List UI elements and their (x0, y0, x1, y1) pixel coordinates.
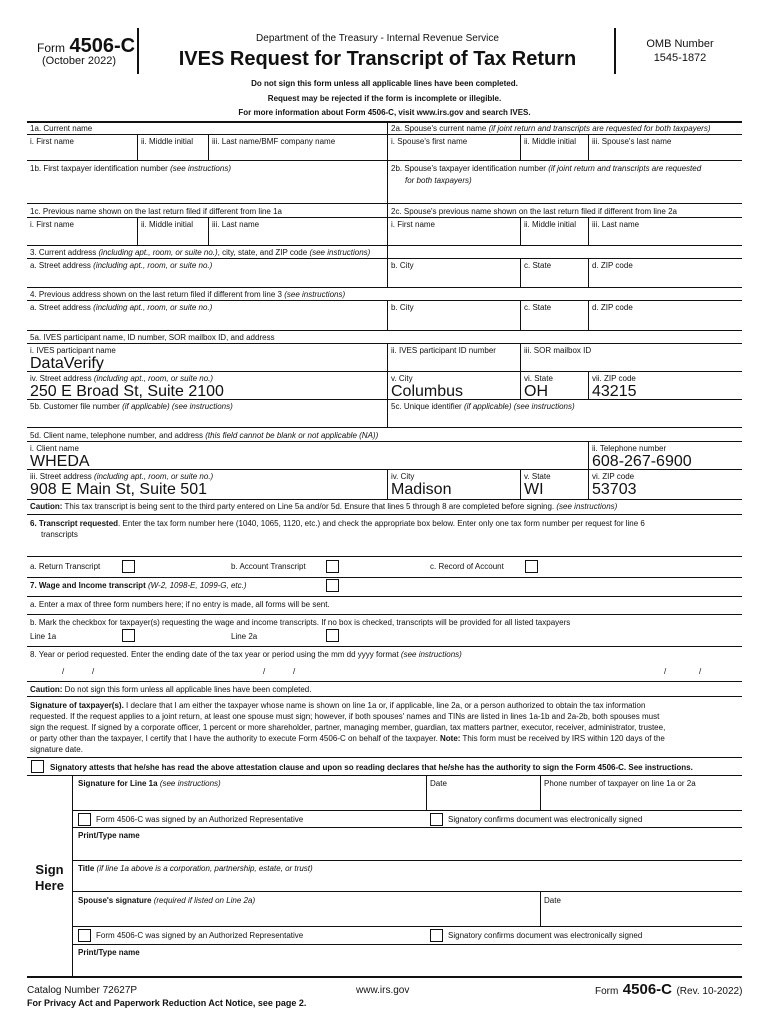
line-5d-state-label: v. State (524, 472, 551, 481)
line-2c-last-label: iii. Last name (592, 220, 640, 229)
ives-zip[interactable]: 43215 (592, 383, 637, 400)
line-7-line2a-label: Line 2a (231, 632, 258, 641)
line-1c-label: 1c. Previous name shown on the last return filed if different from line 1a (30, 207, 282, 216)
omb-number: 1545-1872 (653, 52, 707, 64)
line-2a-label: 2a. Spouse's current name (if joint return and transcripts are requested for both taxpayers) (391, 124, 711, 133)
line-1a-last-label: iii. Last name/BMF company name (212, 137, 336, 146)
electronic-sign-label: Signatory confirms document was electronically signed (448, 815, 643, 824)
tax-form-number-field[interactable] (28, 541, 741, 555)
line-5d-name-label: i. Client name (30, 444, 79, 453)
phone-number-field[interactable] (542, 790, 741, 809)
year-period-field-3[interactable] (640, 664, 730, 679)
auth-rep-label-2: Form 4506-C was signed by an Authorized Representative (96, 931, 304, 940)
date-slash: / (664, 667, 667, 676)
line-5d-city-label: iv. City (391, 472, 415, 481)
return-transcript-checkbox[interactable] (122, 560, 135, 573)
line-2c-first-field[interactable] (389, 231, 519, 244)
signature-line-1a-field[interactable] (74, 790, 425, 809)
print-name-field[interactable] (74, 842, 741, 859)
line-6-text2: transcripts (41, 530, 78, 539)
line-3-street-field[interactable] (28, 272, 386, 286)
signature-declaration-2: requested. If the request applies to a joint return, at least one spouse must sign; however, if both spouses' names and TINs are listed in lines 1a-1b and 2a-2b, both spouses must (30, 712, 660, 721)
line-5a-zip-label: vii. ZIP code (592, 374, 636, 383)
line-5a-label: 5a. IVES participant name, ID number, SOR mailbox ID, and address (30, 333, 275, 342)
date-slash: / (263, 667, 266, 676)
record-of-account-checkbox[interactable] (525, 560, 538, 573)
here-word: Here (35, 878, 64, 893)
line-4-street-label: a. Street address (including apt., room, or suite no.) (30, 303, 213, 312)
privacy-notice: For Privacy Act and Paperwork Reduction Act Notice, see page 2. (27, 998, 307, 1008)
omb-label: OMB Number (646, 38, 714, 50)
footer-form-number: Form 4506-C (Rev. 10-2022) (595, 981, 743, 998)
line-3-street-label: a. Street address (including apt., room, or suite no.) (30, 261, 213, 270)
spouse-signature-label: Spouse's signature (required if listed on Line 2a) (78, 896, 256, 905)
ives-city[interactable]: Columbus (391, 383, 464, 400)
line-1b-label: 1b. First taxpayer identification number (see instructions) (30, 164, 231, 173)
client-street-address[interactable]: 908 E Main St, Suite 501 (30, 481, 207, 498)
line-1c-first-label: i. First name (30, 220, 75, 229)
line-4-state-label: c. State (524, 303, 552, 312)
line-1a-middle-field[interactable] (139, 147, 207, 159)
attest-checkbox[interactable] (31, 760, 44, 773)
title-label: Title (if line 1a above is a corporation, partnership, estate, or trust) (78, 864, 313, 873)
print-name-label: Print/Type name (78, 831, 140, 840)
sig-phone-label: Phone number of taxpayer on line 1a or 2a (544, 779, 696, 788)
form-title: IVES Request for Transcript of Tax Return (178, 48, 577, 70)
year-period-field-1[interactable] (40, 664, 130, 679)
line-5a-street-label: iv. Street address (including apt., room, or suite no.) (30, 374, 214, 383)
caution-signing: Caution: Do not sign this form unless all applicable lines have been completed. (30, 685, 312, 694)
print-name-field-2[interactable] (74, 959, 741, 975)
line-6-label: 6. Transcript requested. Enter the tax form number here (1040, 1065, 1120, etc.) and check the appropriate box below. Enter only one tax form number per request for line 6 (30, 519, 645, 528)
line-2a-wage-checkbox[interactable] (326, 629, 339, 642)
unique-identifier-field[interactable] (389, 412, 741, 426)
line-2a-first-label: i. Spouse's first name (391, 137, 468, 146)
client-city[interactable]: Madison (391, 481, 452, 498)
signature-declaration-4: or party other than the taxpayer, I certify that I have the authority to execute Form 4506-C on behalf of the taxpayer. Note: This form must be received by IRS within 120 days of the (30, 734, 665, 743)
line-2a-middle-field[interactable] (522, 147, 587, 159)
ives-participant-name[interactable]: DataVerify (30, 355, 104, 372)
line-1a-first-field[interactable] (28, 147, 136, 159)
client-phone[interactable]: 608-267-6900 (592, 453, 692, 470)
line-1a-wage-checkbox[interactable] (122, 629, 135, 642)
line-1c-first-field[interactable] (28, 231, 136, 244)
line-5b-label: 5b. Customer file number (if applicable) (see instructions) (30, 402, 233, 411)
department: Department of the Treasury - Internal Revenue Service (256, 33, 499, 44)
line-5d-label: 5d. Client name, telephone number, and address (this field cannot be blank or not applicable (NA)) (30, 431, 379, 440)
sign-word: Sign (35, 862, 64, 877)
spouse-date-field[interactable] (542, 907, 741, 925)
line-1a-middle-label: ii. Middle initial (141, 137, 194, 146)
line-7-label: 7. Wage and Income transcript (W-2, 1098-E, 1099-G, etc.) (30, 581, 247, 590)
line-5a-sor-label: iii. SOR mailbox ID (524, 346, 592, 355)
irs-website[interactable]: www.irs.gov (356, 985, 410, 996)
line-2a-last-field[interactable] (590, 147, 741, 159)
line-7-line1a-label: Line 1a (30, 632, 57, 641)
line-4-street-field[interactable] (28, 314, 386, 329)
line-1c-middle-label: ii. Middle initial (141, 220, 194, 229)
client-name[interactable]: WHEDA (30, 453, 90, 470)
line-1a-last-field[interactable] (210, 147, 386, 159)
notice-2: Request may be rejected if the form is incomplete or illegible. (267, 94, 502, 103)
line-2b-label: 2b. Spouse's taxpayer identification number (if joint return and transcripts are requested (391, 164, 702, 173)
title-field[interactable] (74, 875, 741, 890)
ives-street-address[interactable]: 250 E Broad St, Suite 2100 (30, 383, 224, 400)
line-2b-note: for both taxpayers) (405, 176, 472, 185)
line-2c-first-label: i. First name (391, 220, 436, 229)
form-date: (October 2022) (42, 55, 116, 67)
customer-file-number-field[interactable] (28, 412, 386, 426)
line-2a-last-label: iii. Spouse's last name (592, 137, 672, 146)
attest-text: Signatory attests that he/she has read the above attestation clause and upon so reading declares that he/she has the authority to sign the Form 4506-C. See instructions. (50, 763, 693, 772)
record-of-account-label: c. Record of Account (430, 562, 504, 571)
client-state[interactable]: WI (524, 481, 544, 498)
line-3-city-label: b. City (391, 261, 414, 270)
signature-declaration: Signature of taxpayer(s). I declare that I am either the taxpayer whose name is shown on line 1a or, if applicable, line 2a, or a person authorized to obtain the tax information (30, 701, 646, 710)
notice-1: Do not sign this form unless all applicable lines have been completed. (251, 79, 518, 88)
notice-3: For more information about Form 4506-C, visit www.irs.gov and search IVES. (238, 108, 531, 117)
auth-rep-checkbox-2[interactable] (78, 929, 91, 942)
line-4-city-label: b. City (391, 303, 414, 312)
line-3-zip-label: d. ZIP code (592, 261, 633, 270)
line-5a-id-label: ii. IVES participant ID number (391, 346, 496, 355)
caution-transcript: Caution: This tax transcript is being sent to the third party entered on Line 5a and/or 5d. Ensure that lines 5 through 8 are completed before signing. (see instructions) (30, 502, 618, 511)
auth-rep-checkbox[interactable] (78, 813, 91, 826)
account-transcript-label: b. Account Transcript (231, 562, 306, 571)
line-2a-first-field[interactable] (389, 147, 519, 159)
line-8-label: 8. Year or period requested. Enter the ending date of the tax year or period using the mm dd yyyy format (see instructions) (30, 650, 462, 659)
print-name-label-2: Print/Type name (78, 948, 140, 957)
signature-declaration-3: sign the request. If signed by a corporate officer, 1 percent or more shareholder, partner, managing member, guardian, tax matters partner, executor, receiver, administrator, trustee, (30, 723, 666, 732)
spouse-signature-field[interactable] (74, 907, 539, 925)
line-2b-field[interactable] (389, 188, 741, 202)
date-slash: / (92, 667, 95, 676)
line-5a-state-label: vi. State (524, 374, 553, 383)
return-transcript-label: a. Return Transcript (30, 562, 101, 571)
line-3-city-field[interactable] (389, 272, 519, 286)
sig-date-label: Date (430, 779, 447, 788)
line-2c-middle-label: ii. Middle initial (524, 220, 577, 229)
line-7a-label: a. Enter a max of three form numbers here; if no entry is made, all forms will be sent. (30, 600, 330, 609)
line-5a-name-label: i. IVES participant name (30, 346, 116, 355)
form-number: Form 4506-C (37, 35, 136, 57)
account-transcript-checkbox[interactable] (326, 560, 339, 573)
line-1a-label: 1a. Current name (30, 124, 93, 133)
ives-state[interactable]: OH (524, 383, 548, 400)
catalog-number: Catalog Number 72627P (27, 985, 138, 996)
electronic-sign-checkbox-2[interactable] (430, 929, 443, 942)
date-slash: / (699, 667, 702, 676)
line-2c-label: 2c. Spouse's previous name shown on the last return filed if different from line 2a (391, 207, 677, 216)
signature-date-field[interactable] (428, 790, 539, 809)
signature-declaration-5: signature date. (30, 745, 83, 754)
line-5d-phone-label: ii. Telephone number (592, 444, 667, 453)
sig-line-1a-label: Signature for Line 1a (see instructions) (78, 779, 221, 788)
line-2a-middle-label: ii. Middle initial (524, 137, 577, 146)
line-4-zip-label: d. ZIP code (592, 303, 633, 312)
line-5d-street-label: iii. Street address (including apt., room, or suite no.) (30, 472, 214, 481)
line-1a-first-label: i. First name (30, 137, 75, 146)
line-1c-last-label: iii. Last name (212, 220, 260, 229)
date-slash: / (293, 667, 296, 676)
line-3-state-label: c. State (524, 261, 552, 270)
line-5a-city-label: v. City (391, 374, 413, 383)
line-1b-field[interactable] (28, 176, 386, 202)
client-zip[interactable]: 53703 (592, 481, 637, 498)
line-7b-label: b. Mark the checkbox for taxpayer(s) requesting the wage and income transcripts. If no box is checked, transcripts will be provided for all listed taxpayers (30, 618, 571, 627)
year-period-field-2[interactable] (240, 664, 330, 679)
wage-income-checkbox[interactable] (326, 579, 339, 592)
date-slash: / (62, 667, 65, 676)
line-3-label: 3. Current address (including apt., room, or suite no.), city, state, and ZIP code (see instructions) (30, 248, 371, 257)
line-5d-zip-label: vi. ZIP code (592, 472, 635, 481)
auth-rep-label: Form 4506-C was signed by an Authorized Representative (96, 815, 304, 824)
line-4-label: 4. Previous address shown on the last return filed if different from line 3 (see instructions) (30, 290, 346, 299)
spouse-date-label: Date (544, 896, 561, 905)
electronic-sign-label-2: Signatory confirms document was electronically signed (448, 931, 643, 940)
electronic-sign-checkbox[interactable] (430, 813, 443, 826)
line-5c-label: 5c. Unique identifier (if applicable) (see instructions) (391, 402, 575, 411)
